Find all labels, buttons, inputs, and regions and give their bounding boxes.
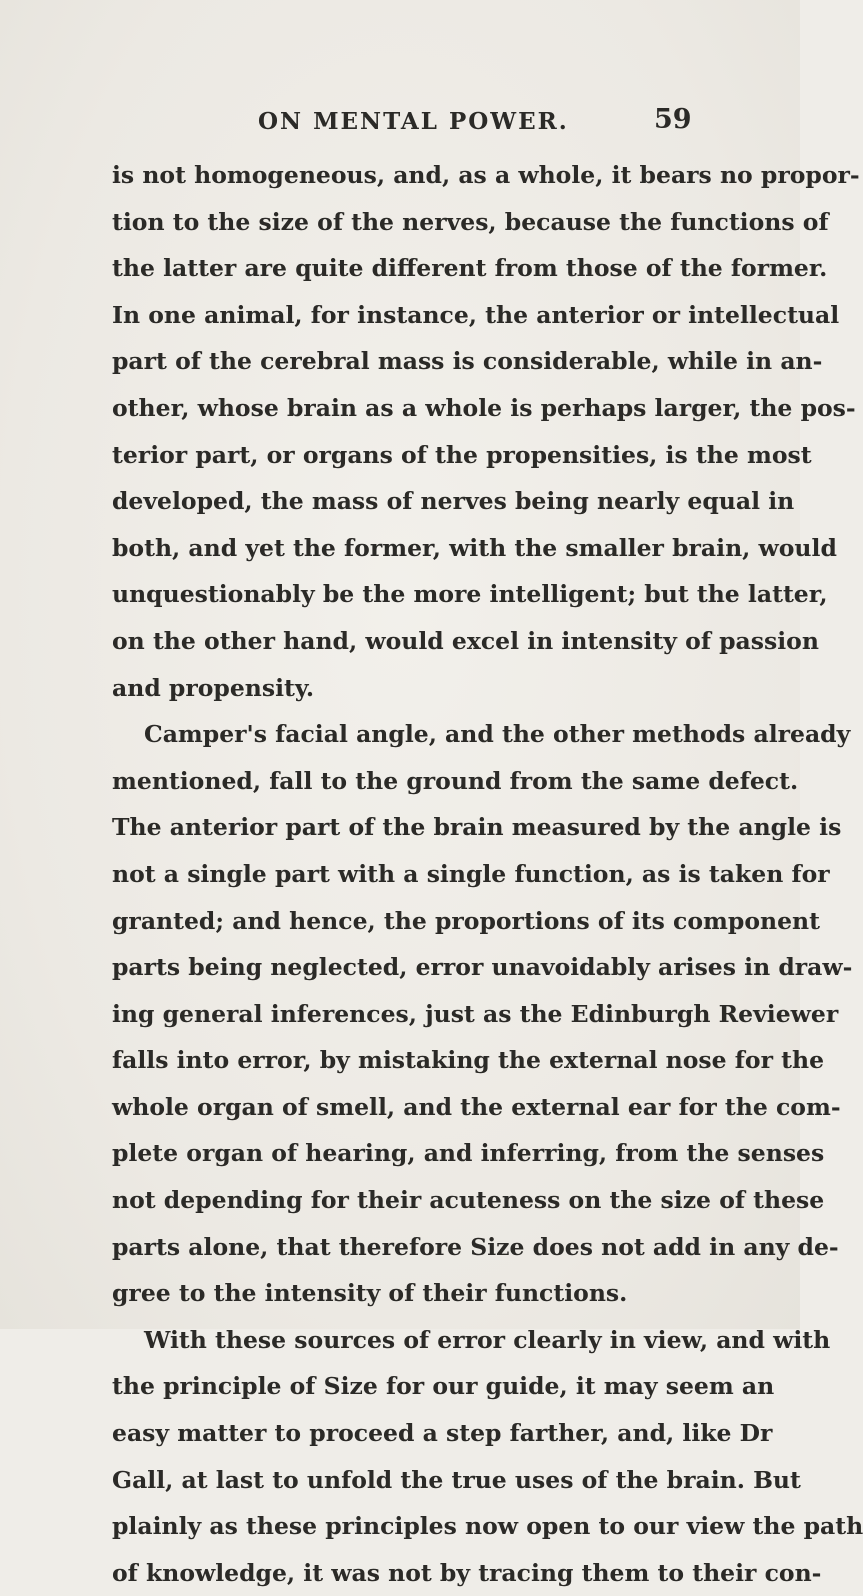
text-line: plainly as these principles now open to our view the path xyxy=(112,1512,863,1541)
text-line: other, whose brain as a whole is perhaps larger, the pos- xyxy=(112,393,856,422)
text-line: whole organ of smell, and the external ear for the com- xyxy=(112,1092,841,1121)
text-line: Camper's facial angle, and the other methods already xyxy=(144,720,851,749)
text-line: and propensity. xyxy=(112,673,315,702)
text-line: the principle of Size for our guide, it may seem an xyxy=(112,1372,775,1401)
text-line: The anterior part of the brain measured by the angle is xyxy=(112,813,842,842)
text-line: developed, the mass of nerves being nearly equal in xyxy=(112,487,795,516)
text-line: not a single part with a single function, as is taken for xyxy=(112,859,830,888)
text-line: easy matter to proceed a step farther, and, like Dr xyxy=(112,1419,773,1448)
page-number: 59 xyxy=(654,104,692,135)
text-line: parts being neglected, error unavoidably arises in draw- xyxy=(112,953,853,982)
text-line: tion to the size of the nerves, because the functions of xyxy=(112,207,829,236)
text-line: both, and yet the former, with the smaller brain, would xyxy=(112,533,837,562)
text-line: of knowledge, it was not by tracing them to their con- xyxy=(112,1558,822,1587)
text-line: gree to the intensity of their functions. xyxy=(112,1279,628,1308)
text-line: not depending for their acuteness on the size of these xyxy=(112,1186,825,1215)
text-line: mentioned, fall to the ground from the same defect. xyxy=(112,766,799,795)
text-line: terior part, or organs of the propensities, is the most xyxy=(112,440,812,469)
text-line: With these sources of error clearly in view, and with xyxy=(144,1325,831,1354)
text-line: the latter are quite different from those of the former. xyxy=(112,254,828,283)
text-line: ing general inferences, just as the Edinburgh Reviewer xyxy=(112,999,839,1028)
text-line: parts alone, that therefore Size does not add in any de- xyxy=(112,1232,839,1261)
text-line: part of the cerebral mass is considerable, while in an- xyxy=(112,347,823,376)
text-line: unquestionably be the more intelligent; but the latter, xyxy=(112,580,828,609)
text-line: is not homogeneous, and, as a whole, it bears no propor- xyxy=(112,161,860,189)
text-line: plete organ of hearing, and inferring, from the senses xyxy=(112,1139,825,1168)
running-title: ON MENTAL POWER. xyxy=(258,108,569,135)
page-header xyxy=(0,104,800,140)
text-line: granted; and hence, the proportions of its component xyxy=(112,906,820,935)
body-text xyxy=(112,152,863,1596)
text-line: on the other hand, would excel in intensity of passion xyxy=(112,626,819,655)
text-line: falls into error, by mistaking the external nose for the xyxy=(112,1046,825,1075)
text-line: In one animal, for instance, the anterior or intellectual xyxy=(112,300,840,329)
text-line: Gall, at last to unfold the true uses of the brain. But xyxy=(112,1465,801,1494)
